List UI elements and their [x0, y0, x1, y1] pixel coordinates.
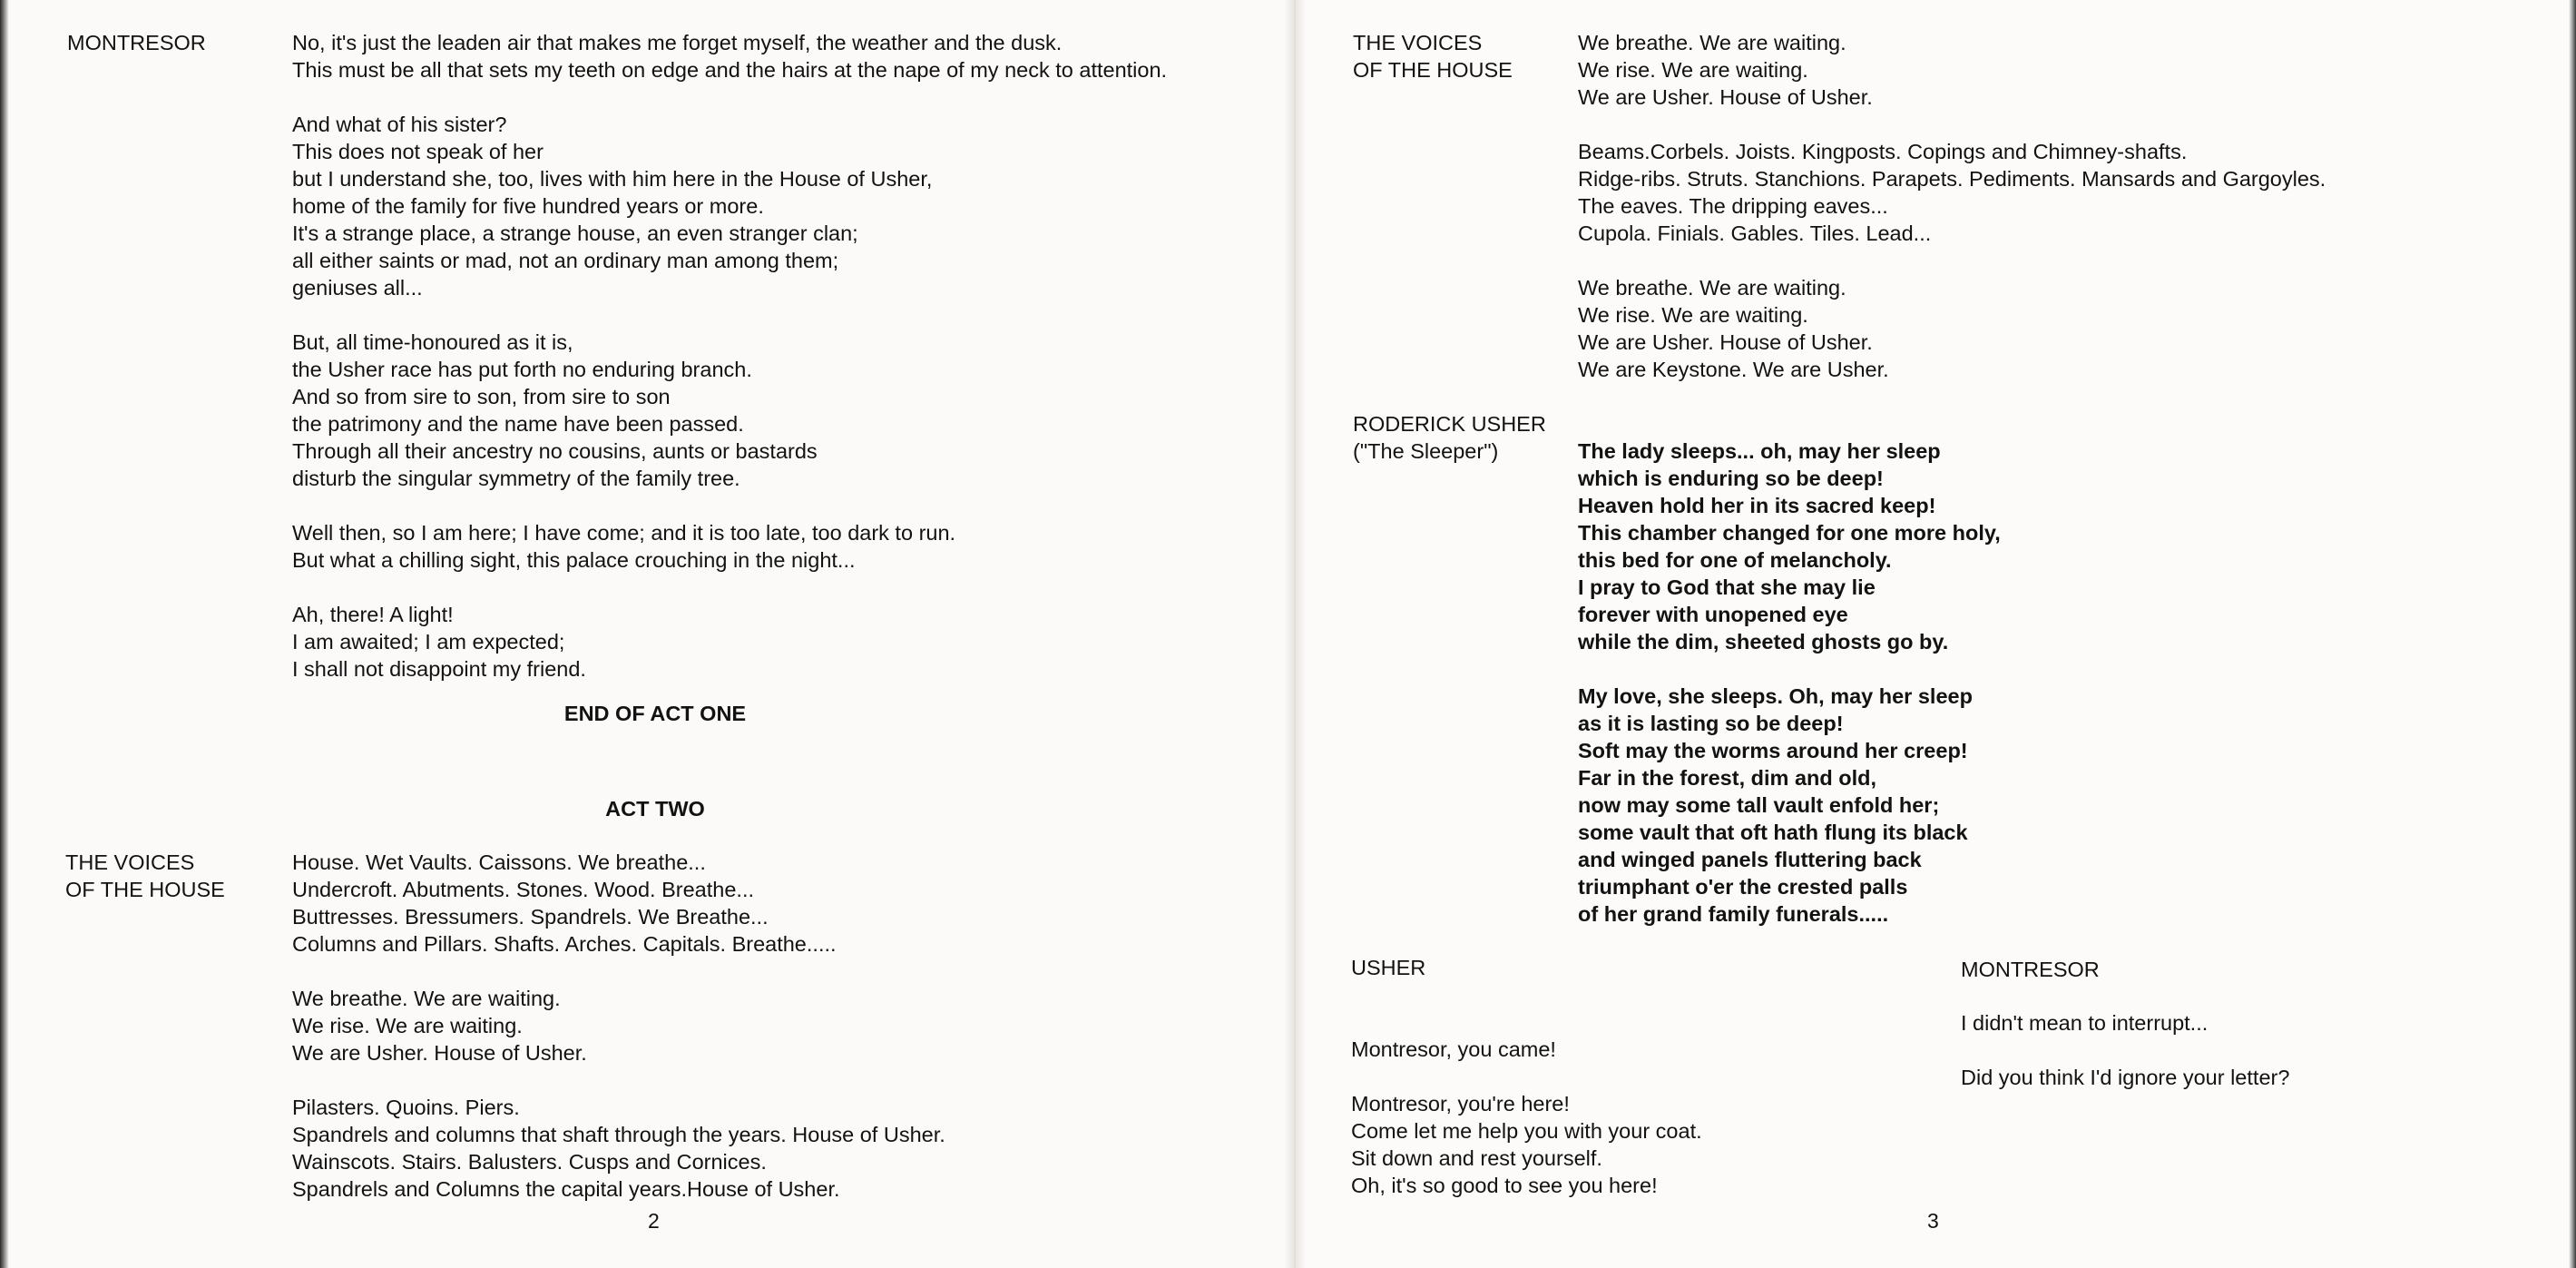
page-number: 2: [648, 1209, 660, 1233]
roderick-speaker-subtitle: ("The Sleeper"): [1353, 439, 1499, 463]
right-page-edge-shadow: [2569, 0, 2576, 1268]
page-number: 3: [1927, 1209, 1939, 1233]
montresor-speaker-label: MONTRESOR: [67, 31, 206, 54]
right-page: [1295, 0, 2576, 1268]
montresor-verse: I didn't mean to interrupt... Did you think I'd ignore your letter?: [1961, 1011, 2290, 1089]
voices-verse: House. Wet Vaults. Caissons. We breathe... Undercroft. Abutments. Stones. Wood. Breathe... Buttresses. Bressumers. Spandrels. We Breathe... Columns and Pillars. Shafts. Arches. Capitals. Breathe..... We breathe. We are waiting. We rise. We are waiting. We are Usher. House of Usher. Pilasters. Quoins. Piers. Spandrels and columns that shaft through the years. House of Usher. Wainscots. Stairs. Balusters. Cusps and Cornices. Spandrels and Columns the capital years.House of Usher.: [292, 850, 945, 1201]
end-of-act-one-heading: END OF ACT ONE: [563, 702, 747, 725]
left-page-edge-shadow: [0, 0, 9, 1268]
voices-speaker-label-line2: OF THE HOUSE: [65, 878, 225, 901]
usher-speaker-label: USHER: [1351, 956, 1426, 979]
the-sleeper-verse: The lady sleeps... oh, may her sleep which is enduring so be deep! Heaven hold her in its sacred keep! This chamber changed for one more holy, this bed for one of melancholy. I pray to God that she may lie forever with unopened eye while the dim, sheeted ghosts go by. My love, she sleeps. Oh, may her sleep as it is lasting so be deep! Soft may the worms around her creep! Far in the forest, dim and old, now may some tall vault enfold her; some vault that oft hath flung its black and winged panels fluttering back triumphant o'er the crested palls of her grand family funerals.....: [1578, 439, 2001, 926]
voices-speaker-label-line2: OF THE HOUSE: [1353, 58, 1513, 82]
act-two-heading: ACT TWO: [605, 797, 705, 821]
montresor-speaker-label: MONTRESOR: [1961, 958, 2100, 981]
usher-verse: Montresor, you came! Montresor, you're here! Come let me help you with your coat. Sit down and rest yourself. Oh, it's so good to see you here!: [1351, 1037, 1702, 1197]
voices-speaker-label-line1: THE VOICES: [1353, 31, 1483, 54]
montresor-verse: No, it's just the leaden air that makes me forget myself, the weather and the dusk. This must be all that sets my teeth on edge and the hairs at the nape of my neck to attention. And what of his sister? This does not speak of her but I understand she, too, lives with him here in the House of Usher, home of the family for five hundred years or more. It's a strange place, a strange house, an even stranger clan; all either saints or mad, not an ordinary man among them; geniuses all... But, all time-honoured as it is, the Usher race has put forth no enduring branch. And so from sire to son, from sire to son the patrimony and the name have been passed. Through all their ancestry no cousins, aunts or bastards disturb the singular symmetry of the family tree. Well then, so I am here; I have come; and it is too late, too dark to run. But what a chilling sight, this palace crouching in the night... Ah, there! A light! I am awaited; I am expected; I shall not disappoint my friend.: [292, 31, 1168, 681]
book-gutter: [1284, 0, 1306, 1268]
voices-speaker-label-line1: THE VOICES: [65, 850, 195, 874]
voices-verse: We breathe. We are waiting. We rise. We are waiting. We are Usher. House of Usher. Beams.Corbels. Joists. Kingposts. Copings and Chimney-shafts. Ridge-ribs. Struts. Stanchions. Parapets. Pediments. Mansards and Gargoyles. The eaves. The dripping eaves... Cupola. Finials. Gables. Tiles. Lead... We breathe. We are waiting. We rise. We are waiting. We are Usher. House of Usher. We are Keystone. We are Usher.: [1578, 31, 2326, 381]
roderick-speaker-label: RODERICK USHER: [1353, 412, 1546, 436]
